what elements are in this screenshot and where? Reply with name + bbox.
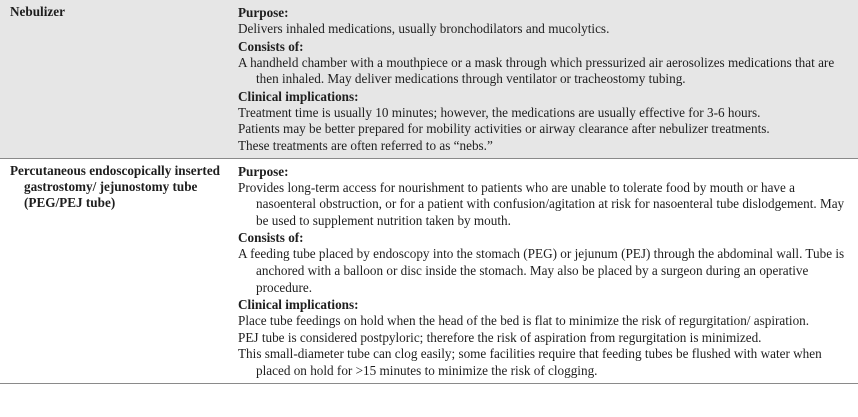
equipment-description-cell (238, 0, 858, 158)
equipment-name-cell (0, 158, 238, 383)
table-row (0, 158, 858, 383)
section-item: A feeding tube placed by endoscopy into the stomach (PEG) or jejunum (PEJ) through the abdominal wall. Tube is anchored with a balloon or disc inside the stomach. May also be placed by a surgeon during an operative procedure. (238, 246, 845, 295)
equipment-name: Percutaneous endoscopically inserted gastrostomy/ jejunostomy tube (PEG/PEJ tube) (10, 162, 221, 210)
section-item: A handheld chamber with a mouthpiece or a mask through which pressurized air aerosolizes medications that are then inhaled. May deliver medications through ventilator or tracheostomy tubing. (238, 54, 835, 87)
section-item: Patients may be better prepared for mobility activities or airway clearance after nebulizer treatments. (238, 121, 770, 137)
section-heading: Clinical implications: (238, 88, 359, 104)
section-item: Delivers inhaled medications, usually bronchodilators and mucolytics. (238, 21, 610, 36)
section-item: PEJ tube is considered postpyloric; therefore the risk of aspiration from regurgitation is minimized. (238, 329, 762, 345)
section-item: These treatments are often referred to as “nebs.” (238, 137, 493, 153)
section-item: Provides long-term access for nourishment to patients who are unable to tolerate food by mouth or have a nasoenteral obstruction, or for a patient with confusion/agitation at risk for nasoenteral tube dislodgement. May be used to supplement nutrition taken by mouth. (238, 179, 845, 228)
section-item: Treatment time is usually 10 minutes; however, the medications are usually effective for 3-6 hours. (238, 104, 761, 120)
section-heading: Consists of: (238, 230, 304, 246)
section-item: Place tube feedings on hold when the head of the bed is flat to minimize the risk of regurgitation/ aspiration. (238, 313, 810, 329)
section-heading: Consists of: (238, 38, 304, 54)
equipment-description-cell (238, 158, 858, 383)
equipment-name-cell (0, 0, 238, 158)
equipment-name: Nebulizer (10, 4, 65, 19)
section-item: This small-diameter tube can clog easily; some facilities require that feeding tubes be flushed with water when placed on hold for >15 minutes to minimize the risk of clogging. (238, 346, 822, 378)
section-heading: Clinical implications: (238, 297, 359, 313)
table-row (0, 0, 858, 158)
section-heading: Purpose: (238, 163, 289, 179)
section-heading: Purpose: (238, 5, 289, 20)
